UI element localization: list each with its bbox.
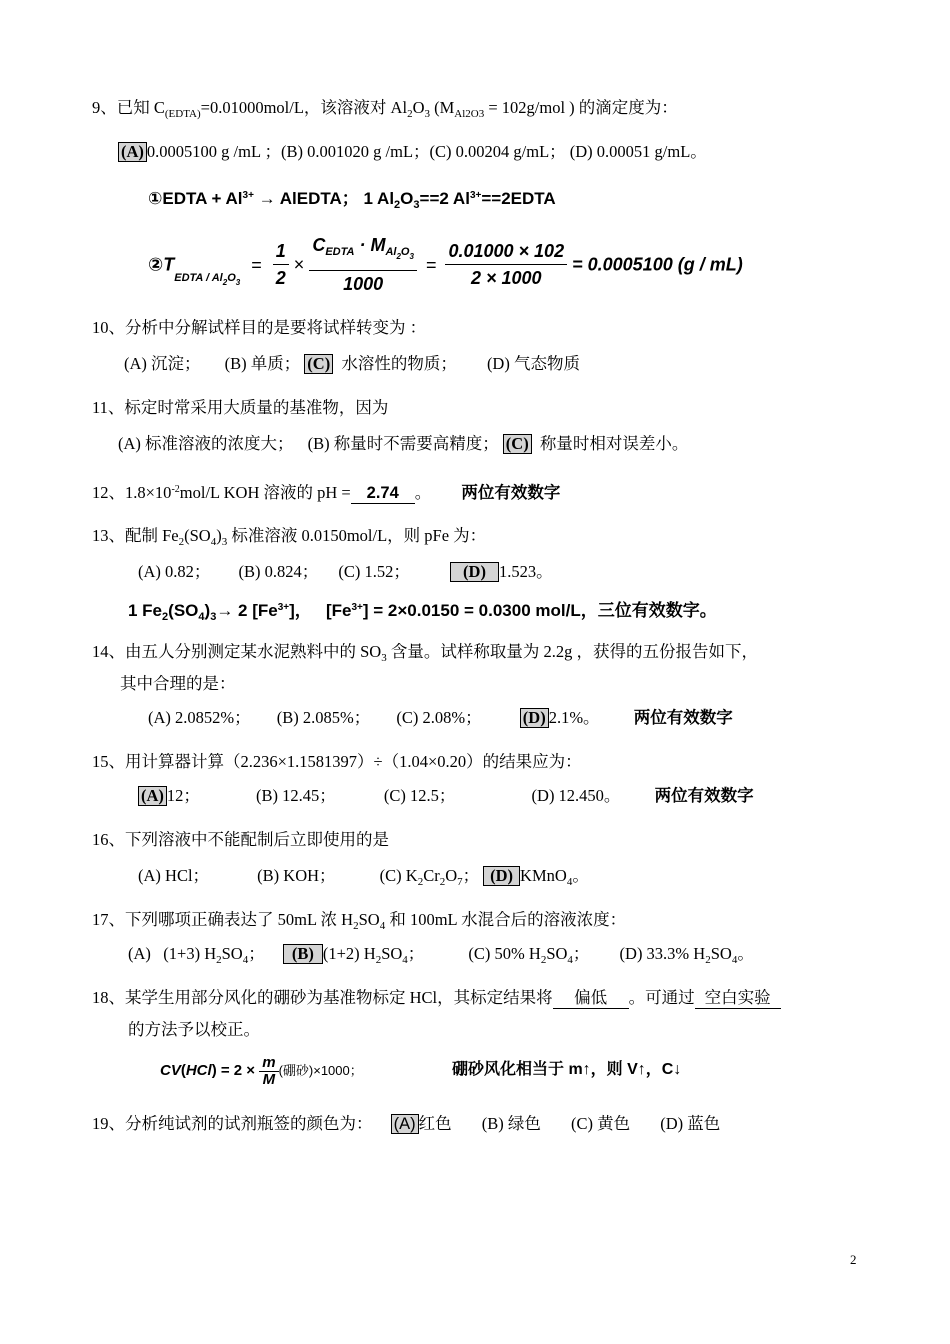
q15-answer-box: (A)	[138, 786, 167, 806]
q9-note2-result: = 0.0005100 (g / mL)	[572, 254, 743, 275]
q10-stem: 10、分析中分解试样目的是要将试样转变为 ：	[92, 318, 427, 337]
q14-note: 两位有效数字	[633, 709, 733, 727]
q18-formula-tail: (硼砂)×1000；	[278, 1063, 363, 1079]
q18-stem2: 的方法予以校正。	[128, 1020, 260, 1039]
q18-blank1: 偏低	[553, 988, 629, 1009]
q19-opt-a: 红色	[418, 1114, 452, 1133]
q14-options	[148, 708, 733, 728]
q19-opt-d: (D) 蓝色	[660, 1114, 721, 1133]
q13-note: 1 $Fe_2(SO_4)_3\to 2$ $[Fe^{3+}]$， $[Fe^{3+}] = 2\times 0.0150 = 0.0300$ mol/L，三位有效数字。	[128, 601, 717, 623]
q19-line	[92, 1114, 720, 1134]
q18-note-text: 硼砂风化相当于 m↑，则 V↑，C↓	[452, 1061, 682, 1078]
q10-answer-box: (C)	[304, 354, 333, 374]
q17-opt-c: (C) 50% $H_2SO_4$；	[468, 944, 590, 966]
q15-opt-c: (C) 12.5；	[383, 786, 456, 805]
q10-options	[124, 354, 580, 374]
q11-options	[118, 434, 688, 454]
q9-answer-box: (A)	[118, 142, 147, 162]
q11-answer-box: (C)	[503, 434, 532, 454]
q15-opt-a: 12；	[166, 786, 200, 805]
q17-opt-a: (A) (1+3) $H_2SO_4$；	[128, 944, 265, 966]
q17-options	[128, 944, 754, 970]
q15-note: 两位有效数字	[654, 787, 754, 805]
page-number: 2	[850, 1252, 857, 1267]
q13-stem: 13、配制 $Fe_2(SO_4)_3$ 标准溶液 0.0150mol/L，则 pFe 为：	[92, 526, 487, 548]
q19-answer-box: (A)	[391, 1114, 419, 1134]
q11-stem: 11、标定时常采用大质量的基准物，因为	[92, 398, 389, 417]
q17-answer-box: (B)	[283, 944, 323, 964]
q12-answer: 2.74	[351, 483, 415, 504]
q10-opt-d: (D) 气态物质	[486, 354, 580, 373]
q16-options	[138, 866, 589, 892]
q15-opt-b: (B) 12.45；	[256, 786, 336, 805]
q16-answer-box: (D)	[483, 866, 520, 886]
q15-opt-d: (D) 12.450。	[531, 786, 621, 805]
q14-opt-d: 2.1%。	[548, 708, 600, 727]
q15-stem: 15、用计算器计算（2.236×1.1581397）÷（1.04×0.20）的结果应为：	[92, 752, 582, 771]
q19-stem: 19、分析纯试剂的试剂瓶签的颜色为：	[92, 1114, 373, 1133]
q14-answer-box: (D)	[520, 708, 549, 728]
q12-end: 。	[414, 483, 432, 502]
q13-opt-c: (C) 1.52；	[338, 562, 410, 581]
q10-opt-a: (A) 沉淀；	[124, 354, 201, 373]
q19-opt-b: (B) 绿色	[481, 1114, 541, 1133]
q17-opt-d: (D) 33.3% $H_2SO_4$。	[619, 944, 754, 966]
q10-opt-c: 水溶性的物质；	[341, 354, 457, 373]
q11-opt-b: (B) 称量时不需要高精度；	[307, 434, 499, 453]
q16-stem: 16、下列溶液中不能配制后立即使用的是	[92, 830, 389, 849]
q18-formula: CV(HCl) = 2 × $\frac{m}{M}$ (硼砂)×1000；	[160, 1053, 363, 1088]
q9-note1: ①EDTA + $Al^{3+}$ → AlEDTA； 1 $Al_2O_3==2$ $Al^{3+}==2EDTA$	[148, 189, 556, 211]
q15-options	[138, 786, 754, 806]
q18-line1	[92, 988, 781, 1009]
q18-mid: 。可通过	[628, 988, 695, 1007]
q14-stem2: 其中合理的是：	[120, 674, 236, 693]
q13-options	[138, 562, 553, 582]
q13-opt-b: (B) 0.824；	[238, 562, 319, 581]
q9-options-line	[118, 142, 707, 162]
q16-opt-d: KMnO$_4$。	[520, 866, 589, 888]
q18-stem: 18、某学生用部分风化的硼砂为基准物标定 HCl，其标定结果将	[92, 988, 553, 1007]
q11-opt-c: 称量时相对误差小。	[539, 434, 689, 453]
q19-opt-c: (C) 黄色	[571, 1114, 631, 1133]
q11-opt-a: (A) 标准溶液的浓度大；	[118, 434, 294, 453]
q14-opt-c: (C) 2.08%；	[396, 708, 482, 727]
q17-opt-b: (1+2) $H_2SO_4$；	[322, 944, 425, 966]
q18-blank2: 空白实验	[695, 988, 781, 1009]
q10-opt-b: (B) 单质；	[224, 354, 301, 373]
q16-opt-c: (C) $K_2Cr_2O_7$；	[379, 866, 480, 888]
q14-stem1: 14、由五人分别测定某水泥熟料中的 $SO_3$ 含量。试样称取量为 2.2g ，获得的五份报告如下，	[92, 642, 758, 664]
q14-opt-b: (B) 2.085%；	[276, 708, 371, 727]
q14-opt-a: (A) 2.0852%；	[148, 708, 251, 727]
q16-opt-a: (A) HCl；	[138, 866, 210, 885]
q9-stem: 9、已知 $C_{(EDTA)}=0.01000mol/L$，该溶液对 $Al_2O_3$ ($M_{Al2O3} = 102g/mol$ ) 的滴定度为：	[92, 98, 678, 120]
q12-line: 12、$1.8\times 10^{-2}mol/L$ KOH 溶液的 pH = 2.74 。 两位有效数字	[92, 483, 561, 502]
q9-options: 0.0005100 g /mL ；(B) 0.001020 g /mL；(C) 0.00204 g/mL； (D) 0.00051 g/mL。	[146, 142, 707, 161]
q13-opt-a: (A) 0.82；	[138, 562, 211, 581]
q13-opt-d: 1.523。	[498, 562, 553, 581]
q13-answer-box: (D)	[450, 562, 499, 582]
q9-note2: $②T_{EDTA / Al_2O_3}$ = $\frac{1}{2}$ × $\frac{C_{EDTA} \cdot M_{Al_2O_3}}{1000}$ = $\frac{0.01000 \times 102}{2 \times 1000}$ = 0.0005100 (g / mL)	[148, 232, 743, 297]
q12-note: 两位有效数字	[461, 484, 561, 502]
q17-stem: 17、下列哪项正确表达了 50mL 浓 $H_2SO_4$ 和 100mL 水混合后的溶液浓度：	[92, 910, 627, 932]
q16-opt-b: (B) KOH；	[257, 866, 336, 885]
q18-note	[452, 1060, 681, 1080]
